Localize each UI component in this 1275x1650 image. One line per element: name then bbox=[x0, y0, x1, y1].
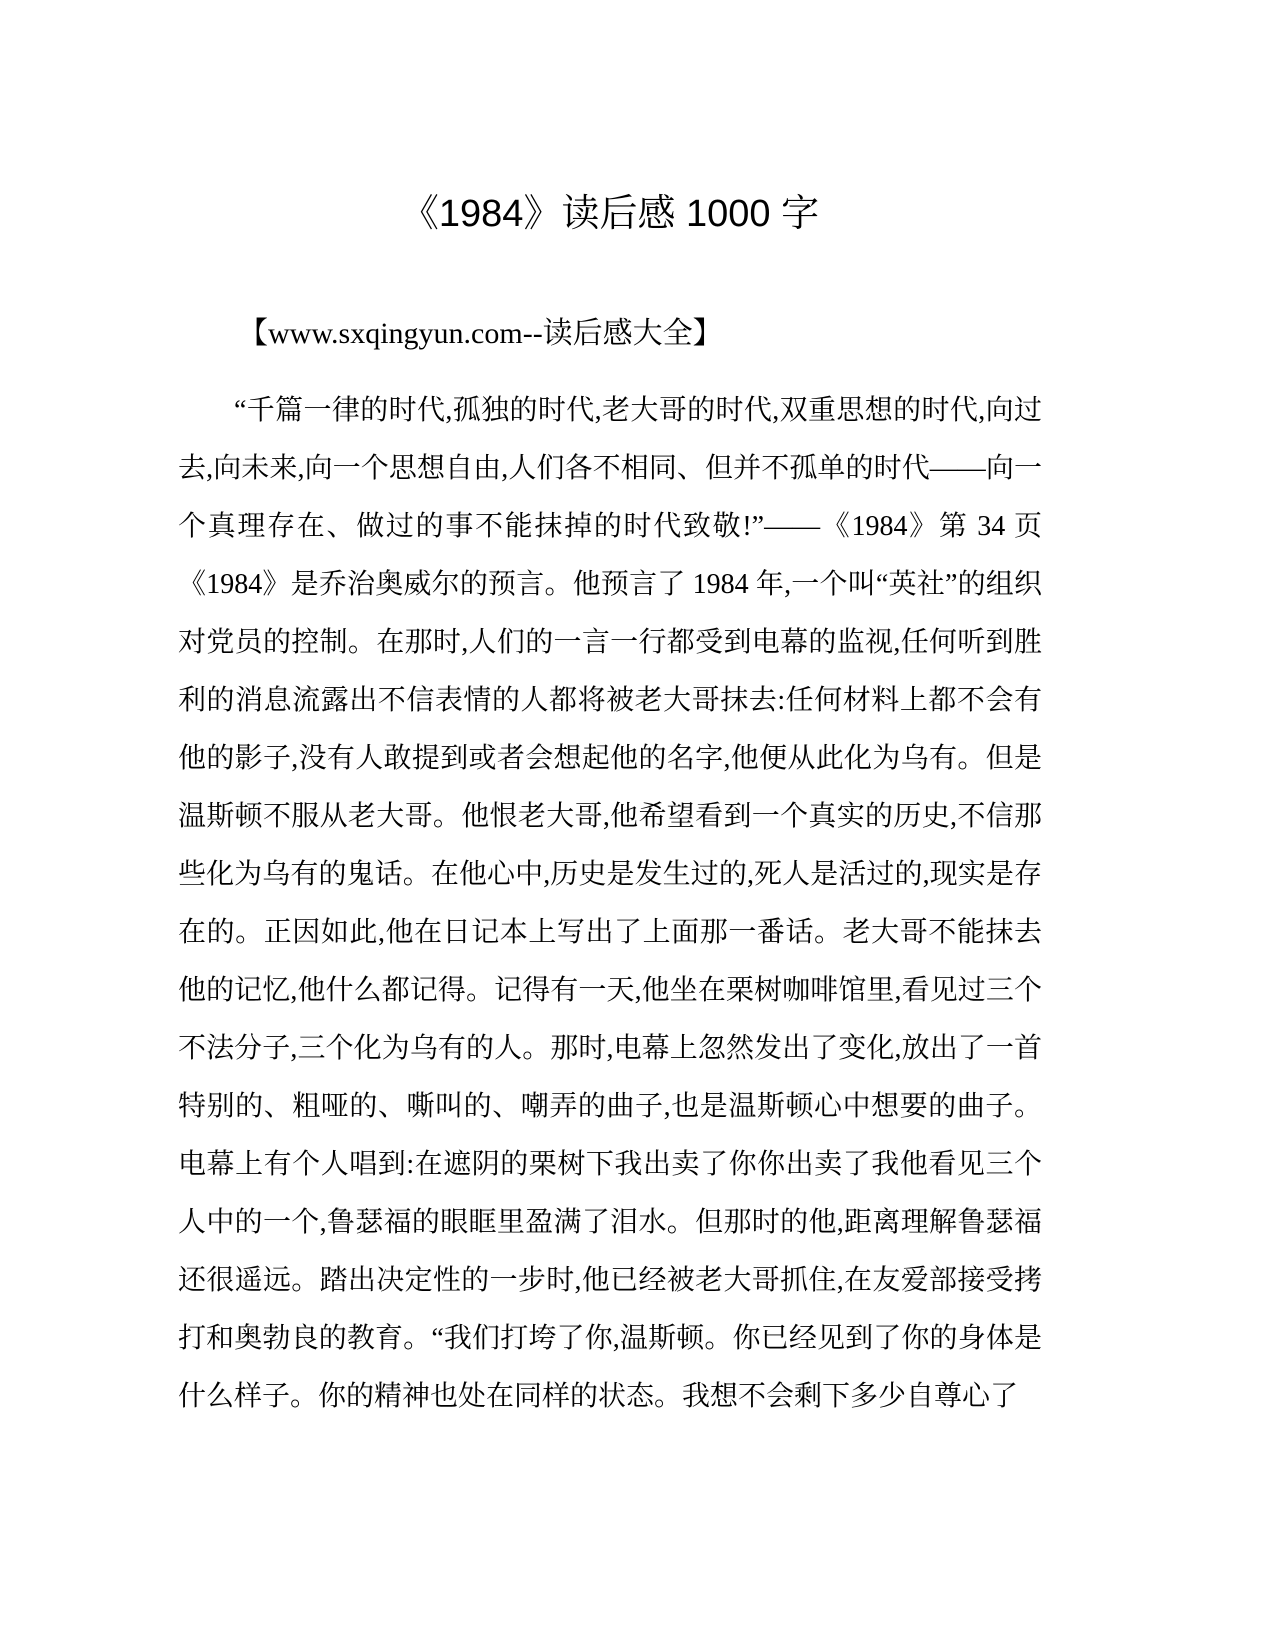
body-paragraph: “千篇一律的时代,孤独的时代,老大哥的时代,双重思想的时代,向过去,向未来,向一个思想自由,人们各不相同、但并不孤单的时代——向一个真理存在、做过的事不能抹掉的时代致敬!”——《1984》第 34 页《1984》是乔治奥威尔的预言。他预言了 1984 年,一个叫“英社”的组织对党员的控制。在那时,人们的一言一行都受到电幕的监视,任何听到胜利的消息流露出不信表情的人都将被老大哥抹去:任何材料上都不会有他的影子,没有人敢提到或者会想起他的名字,他便从此化为乌有。但是温斯顿不服从老大哥。他恨老大哥,他希望看到一个真实的历史,不信那些化为乌有的鬼话。在他心中,历史是发生过的,死人是活过的,现实是存在的。正因如此,他在日记本上写出了上面那一番话。老大哥不能抹去他的记忆,他什么都记得。记得有一天,他坐在栗树咖啡馆里,看见过三个不法分子,三个化为乌有的人。那时,电幕上忽然发出了变化,放出了一首特别的、粗哑的、嘶叫的、嘲弄的曲子,也是温斯顿心中想要的曲子。电幕上有个人唱到:在遮阴的栗树下我出卖了你你出卖了我他看见三个人中的一个,鲁瑟福的眼眶里盈满了泪水。但那时的他,距离理解鲁瑟福还很遥远。踏出决定性的一步时,他已经被老大哥抓住,在友爱部接受拷打和奥勃良的教育。“我们打垮了你,温斯顿。你已经见到了你的身体是什么样子。你的精神也处在同样的状态。我想不会剩下多少自尊心了 bbox=[178, 395, 1042, 1412]
document-title: 《1984》读后感 1000 字 bbox=[400, 193, 820, 235]
source-attribution: 【www.sxqingyun.com--读后感大全】 bbox=[238, 317, 723, 350]
document-content bbox=[178, 190, 1042, 1426]
